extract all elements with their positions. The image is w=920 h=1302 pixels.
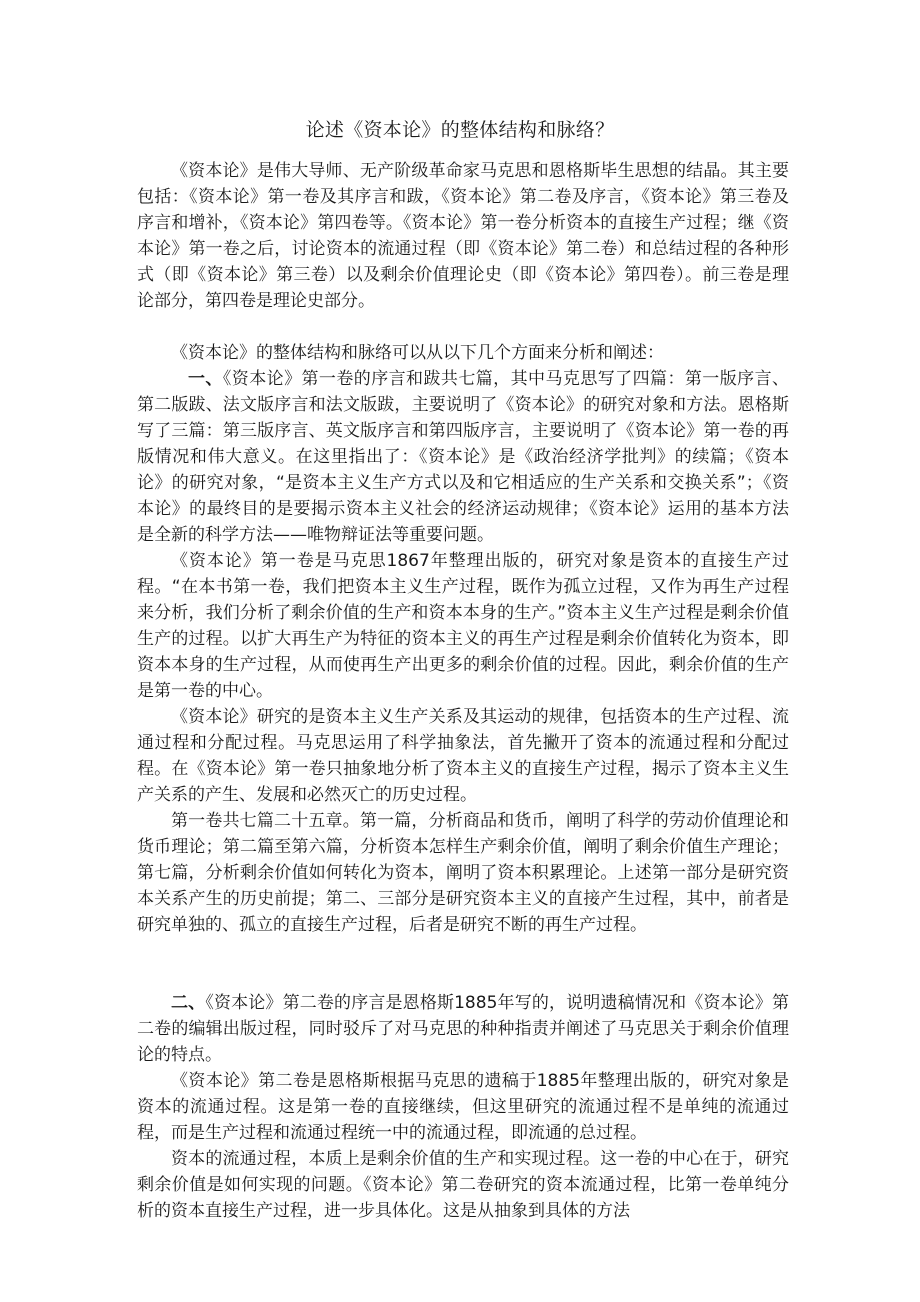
- paragraph-vol1-structure: [137, 808, 789, 938]
- paragraph-text: 资本的流通过程，本质上是剩余价值的生产和实现过程。这一卷的中心在于，研究剩余价值是如何实现的问题。《资本论》第二卷研究的资本流通过程，比第一卷单纯分析的资本直接生产过程，进一步具体化。这是从抽象到具体的方法: [137, 1149, 789, 1221]
- paragraph-vol2-date: [137, 1068, 789, 1146]
- paragraph-vol1-date: [137, 548, 789, 704]
- paragraph-section-1: [137, 366, 789, 548]
- paragraph-section-2: [137, 990, 789, 1068]
- paragraph-text: 《资本论》第二卷是恩格斯根据马克思的遗稿于1885年整理出版的，研究对象是资本的流通过程。这是第一卷的直接继续，但这里研究的流通过程不是单纯的流通过程，而是生产过程和流通过程统一中的流通过程，即流通的总过程。: [137, 1071, 789, 1143]
- paragraph-overview: [137, 340, 789, 366]
- paragraph-text: 第一卷共七篇二十五章。第一篇，分析商品和货币，阐明了科学的劳动价值理论和货币理论；第二篇至第六篇，分析资本怎样生产剩余价值，阐明了剩余价值生产理论；第七篇，分析剩余价值如何转化为资本，阐明了资本积累理论。上述第一部分是研究资本关系产生的历史前提；第二、三部分是研究资本主义的直接产生过程，其中，前者是研究单独的、孤立的直接生产过程，后者是研究不断的再生产过程。: [137, 811, 789, 935]
- paragraph-text: 《资本论》第二卷的序言是恩格斯1885年写的，说明遗稿情况和《资本论》第二卷的编辑出版过程，同时驳斥了对马克思的种种指责并阐述了马克思关于剩余价值理论的特点。: [137, 993, 790, 1065]
- document-title: 论述《资本论》的整体结构和脉络？: [305, 119, 615, 141]
- paragraph-text: 《资本论》的整体结构和脉络可以从以下几个方面来分析和阐述：: [171, 343, 664, 363]
- section-number: 二、: [171, 993, 206, 1013]
- paragraph-text: 《资本论》是伟大导师、无产阶级革命家马克思和恩格斯毕生思想的结晶。其主要包括：《资本论》第一卷及其序言和跋，《资本论》第二卷及序言，《资本论》第三卷及序言和增补，《资本论》第四卷等。《资本论》第一卷分析资本的直接生产过程；继《资本论》第一卷之后，讨论资本的流通过程（即《资本论》第二卷）和总结过程的各种形式（即《资本论》第三卷）以及剩余价值理论史（即《资本论》第四卷）。前三卷是理论部分，第四卷是理论史部分。: [137, 161, 789, 311]
- paragraph-text: 《资本论》第一卷是马克思1867年整理出版的，研究对象是资本的直接生产过程。“在本书第一卷，我们把资本主义生产过程，既作为孤立过程，又作为再生产过程来分析，我们分析了剩余价值的生产和资本本身的生产。”资本主义生产过程是剩余价值生产的过程。以扩大再生产为特征的资本主义的再生产过程是剩余价值转化为资本，即资本本身的生产过程，从而使再生产出更多的剩余价值的过程。因此，剩余价值的生产是第一卷的中心。: [137, 551, 789, 701]
- document-body: [137, 158, 789, 1224]
- section-number: 一、: [188, 369, 223, 389]
- paragraph-text: 《资本论》研究的是资本主义生产关系及其运动的规律，包括资本的生产过程、流通过程和分配过程。马克思运用了科学抽象法，首先撇开了资本的流通过程和分配过程。在《资本论》第一卷只抽象地分析了资本主义的直接生产过程，揭示了资本主义生产关系的产生、发展和必然灭亡的历史过程。: [137, 707, 789, 805]
- paragraph-vol1-method: [137, 704, 789, 808]
- paragraph-vol2-essence: [137, 1146, 789, 1224]
- paragraph-text: 《资本论》第一卷的序言和跋共七篇，其中马克思写了四篇：第一版序言、第二版跋、法文版序言和法文版跋，主要说明了《资本论》的研究对象和方法。恩格斯写了三篇：第三版序言、英文版序言和第四版序言，主要说明了《资本论》第一卷的再版情况和伟大意义。在这里指出了：《资本论》是《政治经济学批判》的续篇；《资本论》的研究对象，“是资本主义生产方式以及和它相适应的生产关系和交换关系”；《资本论》的最终目的是要揭示资本主义社会的经济运动规律；《资本论》运用的基本方法是全新的科学方法——唯物辩证法等重要问题。: [137, 369, 790, 545]
- paragraph-intro: [137, 158, 789, 314]
